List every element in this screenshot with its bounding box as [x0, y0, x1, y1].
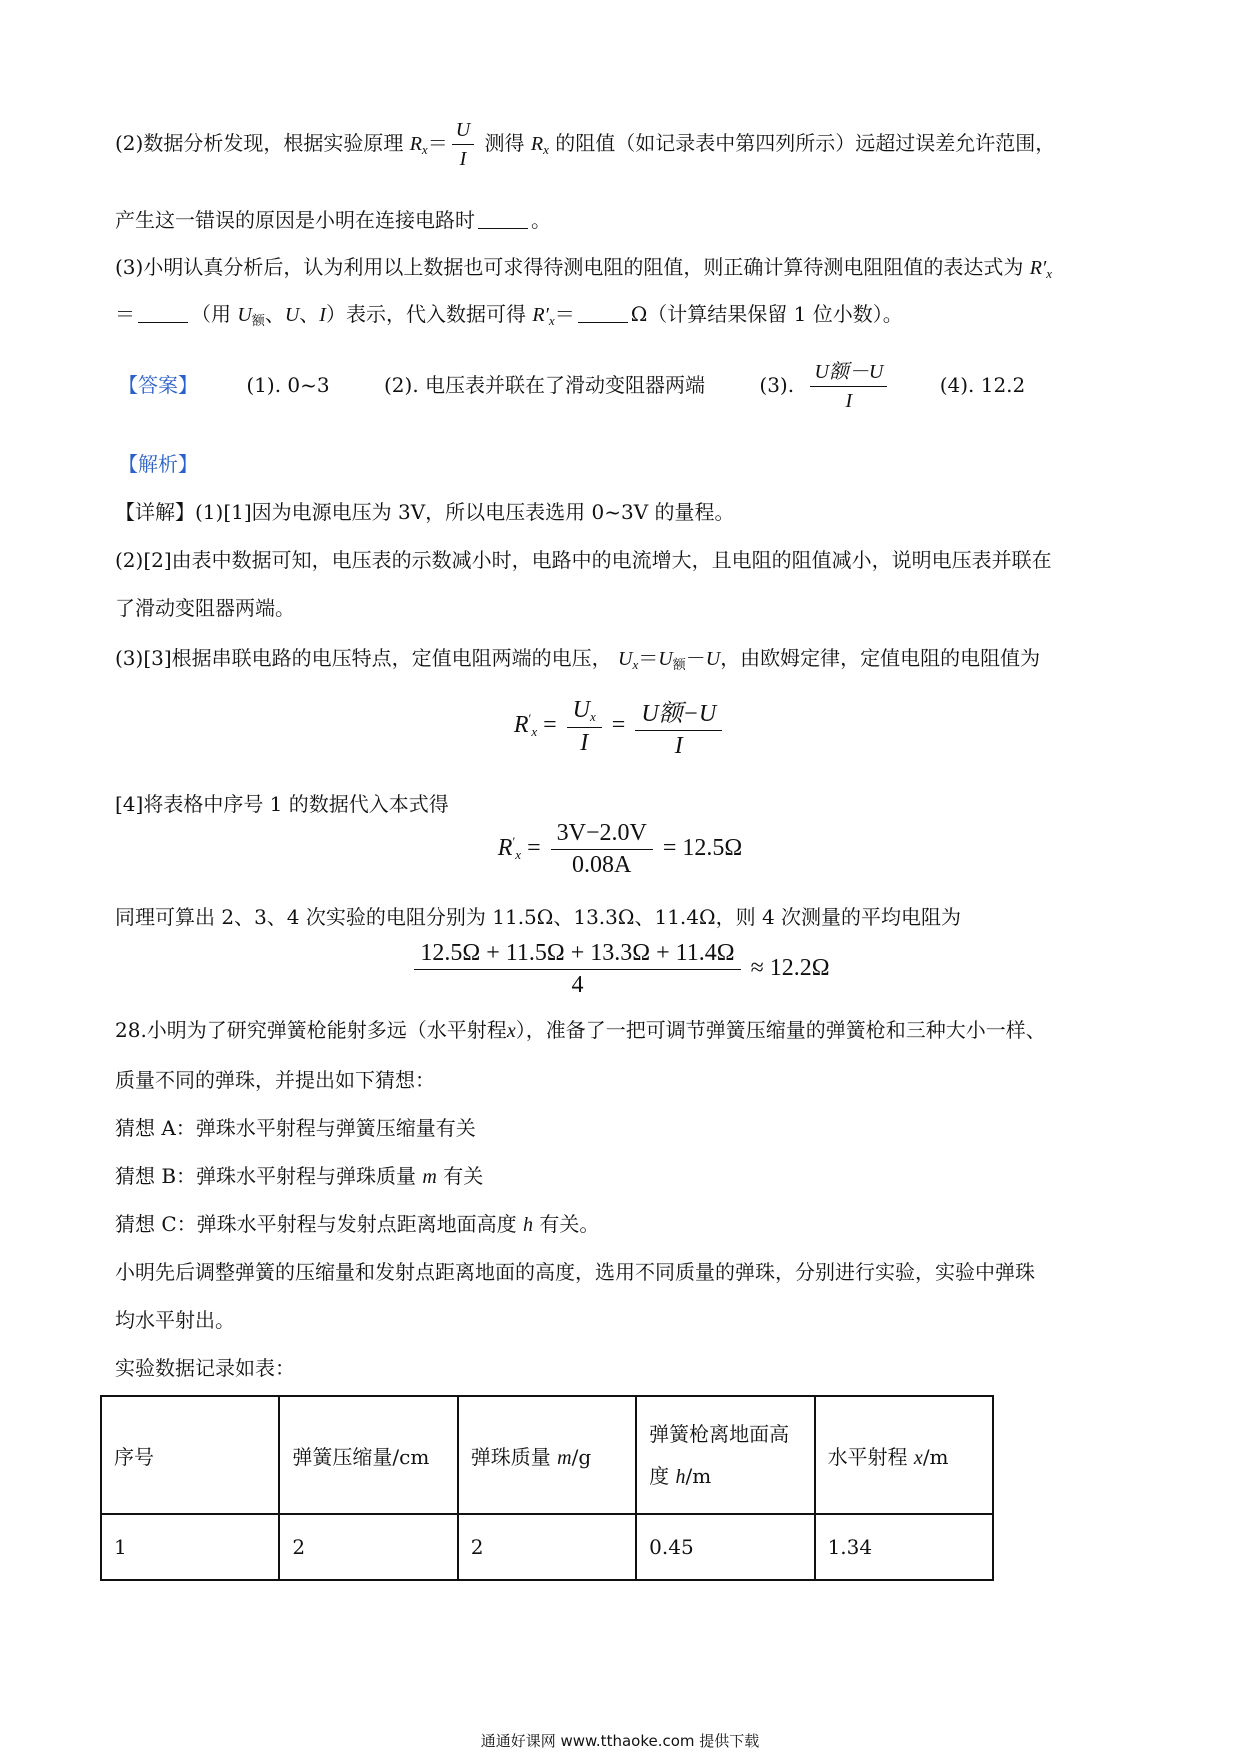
table-cell: 0.45: [636, 1514, 814, 1580]
q3-rprime-symbol: R′: [1029, 257, 1047, 279]
eq1-equals-1: =: [543, 712, 557, 739]
answer-blank: [578, 304, 628, 323]
q3-comma-1: 、: [264, 302, 285, 326]
detail-line-3: 了滑动变阻器两端。: [115, 596, 295, 620]
answer-blank: [138, 304, 188, 323]
equation-3: [0, 940, 1240, 999]
question-3-line-1: [115, 255, 1052, 282]
q28-guess-b-text: 猜想 B：弹珠水平射程与弹珠质量: [115, 1164, 417, 1188]
q2-text-c: 的阻值（如记录表中第四列所示）远超过误差允许范围，: [555, 131, 1056, 155]
answer-3-den: I: [845, 390, 853, 412]
q3-text-h: Ω（计算结果保留 1 位小数）。: [630, 302, 903, 326]
header-unit: /m: [685, 1463, 712, 1488]
q3-equals: ＝: [115, 302, 135, 326]
table-header-cell: [458, 1396, 636, 1514]
detail-4-eq: ＝: [638, 646, 659, 670]
table-cell: 2: [458, 1514, 636, 1580]
equation-1: [0, 693, 1240, 760]
answer-3-fraction: [810, 360, 887, 413]
detail-4-ux-sub: x: [632, 657, 639, 672]
eq3-den: 4: [571, 972, 584, 998]
q2-r-symbol: R: [409, 133, 422, 155]
eq1-frac2-num: U额−U: [635, 693, 722, 731]
question-2-line-2: [115, 208, 551, 232]
q2-equals: ＝: [427, 131, 448, 155]
table-cell: 1.34: [815, 1514, 993, 1580]
eq1-frac1-num: [567, 697, 602, 728]
answer-line: [118, 360, 1025, 413]
q28-guess-b: [115, 1164, 483, 1189]
analysis-tag: 【解析】: [118, 452, 198, 476]
table-header-row: [101, 1396, 993, 1514]
q2-r-symbol-2: R: [530, 133, 544, 155]
header-symbol: h: [675, 1465, 686, 1488]
header-text: 度: [649, 1463, 670, 1488]
detail-line-5: [4]将表格中序号 1 的数据代入本式得: [115, 792, 449, 816]
detail-line-1: 【详解】(1)[1]因为电源电压为 3V，所以电压表选用 0~3V 的量程。: [115, 500, 735, 524]
eq2-den: 0.08A: [572, 852, 632, 878]
eq1-equals-2: =: [611, 712, 626, 739]
q3-u-symbol-2: U: [284, 304, 300, 326]
header-symbol: m: [557, 1446, 572, 1469]
q28-m: m: [422, 1166, 437, 1188]
q2-text-b: 测得: [484, 131, 525, 155]
q28-guess-c: [115, 1212, 599, 1237]
answer-3: (3).: [759, 373, 795, 397]
detail-4-u-sub: 额: [672, 658, 686, 673]
q28-guess-c-text: 猜想 C：弹珠水平射程与发射点距离地面高度: [115, 1212, 517, 1236]
eq2-r: R: [497, 835, 513, 862]
eq1-r: R: [513, 712, 529, 739]
table-cell: 2: [279, 1514, 457, 1580]
answer-1: (1). 0~3: [246, 373, 330, 397]
detail-line-6: 同理可算出 2、3、4 次实验的电阻分别为 11.5Ω、13.3Ω、11.4Ω，则 4 次测量的平均电阻为: [115, 905, 962, 929]
q28-guess-b-end: 有关: [443, 1164, 484, 1188]
q2-line2-end: 。: [531, 208, 551, 232]
q28-line-6: 小明先后调整弹簧的压缩量和发射点距离地面的高度，选用不同质量的弹珠，分别进行实验，实验中弹珠: [115, 1260, 1035, 1284]
eq1-fraction-2: [635, 693, 722, 760]
q28-guess-c-end: 有关。: [539, 1212, 600, 1236]
q2-r-subscript-2: x: [543, 142, 549, 157]
page-footer: 通通好课网 www.tthaoke.com 提供下载: [480, 1732, 760, 1750]
q3-text-c: （用: [191, 302, 231, 326]
q2-r-subscript: x: [421, 142, 428, 157]
q28-line-2: 质量不同的弹珠，并提出如下猜想：: [115, 1068, 435, 1092]
q2-fraction: [452, 118, 474, 171]
eq3-num: 12.5Ω + 11.5Ω + 13.3Ω + 11.4Ω: [414, 940, 740, 970]
header-text: 弹珠质量: [470, 1444, 551, 1469]
data-table: [100, 1395, 994, 1581]
table-header-cell: 弹簧压缩量/cm: [279, 1396, 457, 1514]
header-unit: /g: [571, 1444, 592, 1469]
q2-text-a: (2)数据分析发现，根据实验原理: [115, 131, 404, 155]
question-2-line-1: [115, 118, 1055, 171]
q3-comma-2: 、: [299, 302, 320, 326]
answer-tag: 【答案】: [118, 373, 198, 397]
detail-4-ux: U: [618, 648, 633, 670]
q3-u-subscript: 额: [251, 314, 265, 329]
q3-text-f: ）表示，代入数据可得: [325, 302, 526, 326]
detail-4-minus: －: [685, 646, 706, 670]
q2-fraction-num: U: [452, 118, 474, 145]
header-symbol: x: [913, 1446, 923, 1469]
eq1-fraction-1: [567, 697, 602, 757]
eq1-sub: x: [531, 724, 538, 740]
header-unit: /m: [922, 1444, 949, 1469]
q2-fraction-den: I: [459, 148, 467, 170]
q3-equals-2: ＝: [554, 302, 575, 326]
table-row: [101, 1514, 993, 1580]
eq2-rhs: = 12.5Ω: [662, 835, 743, 862]
eq2-prime: ′: [512, 834, 516, 850]
q28-guess-a: 猜想 A：弹珠水平射程与弹簧压缩量有关: [115, 1116, 476, 1140]
eq3-rhs: ≈ 12.2Ω: [750, 955, 830, 982]
q28-line-7: 均水平射出。: [115, 1308, 235, 1332]
q28-line-1: [115, 1018, 1046, 1043]
detail-4-text-a: (3)[3]根据串联电路的电压特点，定值电阻两端的电压，: [115, 646, 612, 670]
q28-h: h: [523, 1214, 534, 1236]
eq1-frac1-num-u: U: [572, 696, 590, 723]
eq1-prime: ′: [528, 711, 532, 727]
answer-4: (4). 12.2: [939, 373, 1026, 397]
detail-4-u: U: [658, 648, 673, 670]
detail-4-u-2: U: [705, 648, 721, 670]
q28-x: x: [506, 1020, 516, 1042]
eq2-equals: =: [527, 835, 541, 862]
q28-text-b: ），准备了一把可调节弹簧压缩量的弹簧枪和三种大小一样、: [515, 1018, 1046, 1042]
q2-line2-text: 产生这一错误的原因是小明在连接电路时: [115, 208, 475, 232]
q3-text-a: (3)小明认真分析后，认为利用以上数据也可求得待测电阻的阻值，则正确计算待测电阻阻值的表达式为: [115, 255, 1024, 279]
q3-rprime-symbol-2: R′: [532, 304, 549, 326]
eq3-fraction: [414, 940, 740, 999]
table-header-cell: [636, 1396, 814, 1514]
table-header-cell: [815, 1396, 993, 1514]
table-header-cell: 序号: [101, 1396, 279, 1514]
header-text: 弹簧枪离地面高: [649, 1421, 790, 1446]
equation-2: [0, 820, 1240, 879]
detail-line-2: (2)[2]由表中数据可知，电压表的示数减小时，电路中的电流增大，且电阻的阻值减小，说明电压表并联在: [115, 548, 1052, 572]
answer-3-num: U额－U: [810, 360, 887, 387]
q3-i-symbol: I: [319, 304, 326, 326]
question-3-line-2: [115, 302, 903, 330]
eq2-fraction: [551, 820, 653, 879]
eq1-frac2-den: I: [674, 733, 683, 759]
q28-text-a: 28.小明为了研究弹簧枪能射多远（水平射程: [115, 1018, 507, 1042]
header-text: 水平射程: [827, 1444, 908, 1469]
q3-rprime-subscript-2: x: [548, 313, 555, 328]
eq1-frac1-num-sub: x: [590, 708, 596, 724]
answer-blank: [478, 210, 528, 229]
answer-2: (2). 电压表并联在了滑动变阻器两端: [383, 373, 706, 397]
q3-u-symbol: U: [237, 304, 252, 326]
table-cell: 1: [101, 1514, 279, 1580]
detail-4-text-b: ，由欧姆定律，定值电阻的电阻值为: [720, 646, 1041, 670]
detail-line-4: [115, 646, 1040, 674]
eq1-frac1-den: I: [580, 729, 589, 756]
q3-rprime-subscript: x: [1046, 266, 1053, 281]
q28-line-8: 实验数据记录如表：: [115, 1356, 295, 1380]
eq2-num: 3V−2.0V: [551, 820, 653, 850]
eq2-sub: x: [515, 847, 522, 863]
